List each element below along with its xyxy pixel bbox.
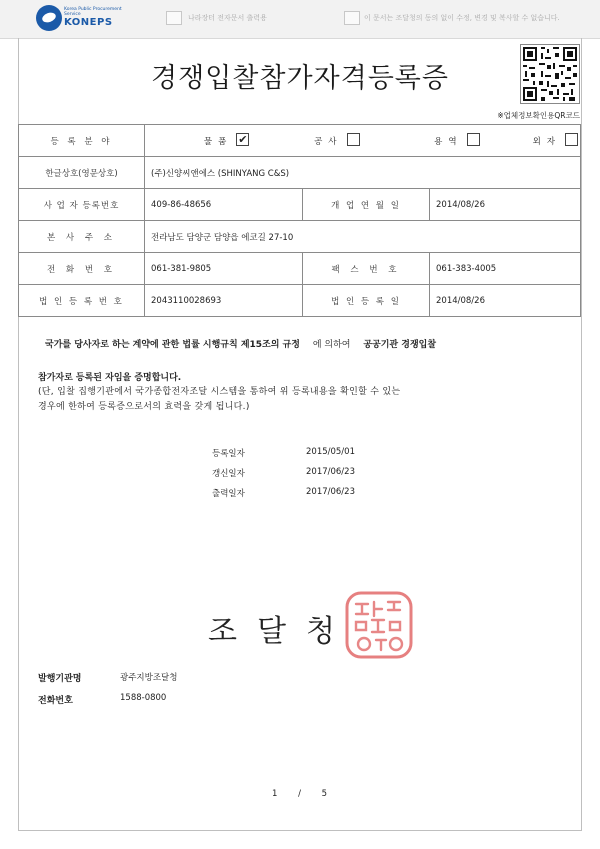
statement-bid-type: 공공기관 경쟁입찰 [363, 340, 437, 350]
category-construction-checkbox[interactable] [347, 133, 360, 146]
business-number-value: 409-86-48656 [145, 189, 303, 221]
category-construction-label: 공사 [314, 136, 343, 147]
category-goods-checkbox[interactable]: ✔ [238, 133, 248, 146]
qr-code[interactable] [520, 44, 580, 104]
logo-tagline: Korea Public Procurement Service [64, 7, 122, 17]
renewal-date-label: 갱신일자 [212, 469, 245, 479]
phone-label: 전 화 번 호 [19, 253, 145, 285]
address-value: 전라남도 담양군 담양읍 에코길 27-10 [145, 221, 581, 253]
company-name-label: 한글상호(영문상호) [19, 157, 145, 189]
logo-name: KONEPS [64, 17, 113, 28]
category-service [362, 134, 482, 147]
print-date-label: 출력일자 [212, 489, 245, 499]
page-title: 경쟁입찰참가자격등록증 [151, 63, 449, 94]
issuing-agency-value: 광주지방조달청 [120, 673, 178, 683]
category-foreign-checkbox[interactable] [565, 133, 578, 146]
corporate-number-label: 법 인 등 록 번 호 [19, 285, 145, 317]
business-number-label: 사 업 자 등록번호 [19, 189, 145, 221]
statement-line-3: (단, 입찰 집행기관에서 국가종합전자조달 시스템을 통하여 위 등록내용을 확인할 수 있는 [38, 387, 401, 397]
category-foreign-label: 외자 [532, 136, 562, 147]
fax-label: 팩 스 번 호 [303, 253, 430, 285]
copy-warning: 이 문서는 조달청의 동의 없이 수정, 변경 및 복사할 수 없습니다. [364, 14, 560, 22]
current-page: 1 [271, 789, 279, 799]
company-name-row [19, 157, 581, 189]
contact-phone-value: 1588-0800 [120, 693, 167, 703]
phone-row [19, 253, 581, 285]
business-number-row [19, 189, 581, 221]
page-indicator [0, 789, 600, 799]
statement-by: 에 의하여 [312, 340, 351, 350]
address-row [19, 221, 581, 253]
corporate-number-row [19, 285, 581, 317]
corporate-number-value: 2043110028693 [145, 285, 303, 317]
phone-value: 061-381-9805 [145, 253, 303, 285]
koneps-logo [36, 5, 131, 33]
registration-table [18, 124, 580, 314]
registration-date-label: 등록일자 [212, 449, 245, 459]
print-date-value: 2017/06/23 [306, 487, 355, 497]
document-icon [166, 11, 182, 25]
page-separator: / [298, 789, 302, 799]
total-pages: 5 [321, 789, 329, 799]
statement-line-4: 경우에 한하여 등록증으로서의 효력을 갖게 됩니다.) [38, 402, 250, 412]
official-seal-icon [344, 590, 414, 660]
opening-date-label: 개 업 연 월 일 [303, 189, 430, 221]
category-goods [145, 134, 251, 147]
header-bar [0, 0, 600, 39]
category-goods-label: 물품 [203, 136, 233, 147]
print-notice: 나라장터 전자문서 출력용 [188, 14, 267, 22]
registration-date-value: 2015/05/01 [306, 447, 355, 457]
company-name-value: (주)신양씨앤에스 (SHINYANG C&S) [145, 157, 581, 189]
category-service-checkbox[interactable] [467, 133, 480, 146]
statement-line-1 [45, 337, 436, 350]
issuing-agency-label: 발행기관명 [38, 674, 82, 684]
category-label: 등 록 분 야 [19, 125, 145, 157]
contact-phone-label: 전화번호 [38, 696, 73, 706]
registration-category-row [19, 125, 581, 157]
statement-law: 국가를 당사자로 하는 계약에 관한 법률 시행규칙 제15조의 규정 [45, 340, 300, 350]
address-label: 본 사 주 소 [19, 221, 145, 253]
issuer-name: 조달청 [208, 614, 355, 649]
renewal-date-value: 2017/06/23 [306, 467, 355, 477]
monitor-icon [344, 11, 360, 25]
corporate-date-label: 법 인 등 록 일 [303, 285, 430, 317]
statement-line-2: 참가자로 등록된 자임을 증명합니다. [38, 373, 182, 383]
fax-value: 061-383-4005 [430, 253, 581, 285]
corporate-date-value: 2014/08/26 [430, 285, 581, 317]
category-construction [251, 134, 361, 147]
qr-caption: ※업체정보확인용QR코드 [497, 111, 580, 120]
category-foreign [482, 134, 580, 147]
opening-date-value: 2014/08/26 [430, 189, 581, 221]
category-service-label: 용역 [434, 136, 463, 147]
koneps-logo-icon [36, 5, 62, 31]
